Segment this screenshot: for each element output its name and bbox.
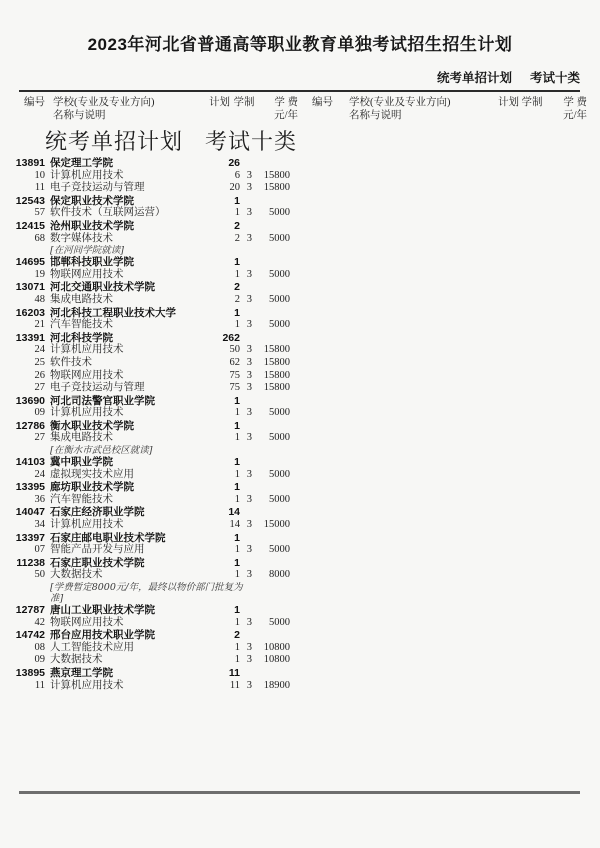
row-code: 13891: [15, 157, 45, 169]
major-row: [0, 182, 300, 195]
row-name: 石家庄邮电职业技术学院: [50, 531, 166, 544]
row-code: 26: [34, 369, 45, 381]
fee-value: [252, 307, 290, 320]
header-code: 编号: [312, 97, 333, 108]
plan-value: 1: [234, 569, 240, 581]
major-row: [0, 494, 300, 507]
years-value: 3: [246, 468, 252, 480]
major-row: [0, 319, 300, 332]
column-headers-right: [312, 97, 587, 122]
plan-type-right: 考试十类: [529, 71, 580, 85]
major-row: [0, 382, 300, 395]
school-row: [0, 557, 300, 570]
row-code: 13397: [15, 531, 45, 544]
plan-value: 1: [234, 456, 240, 469]
row-name: 冀中职业学院: [50, 456, 113, 469]
years-value: 3: [246, 319, 252, 331]
years-value: [240, 629, 252, 642]
years-value: [240, 532, 252, 545]
major-row: [0, 519, 300, 532]
major-row: [0, 617, 300, 630]
years-value: [240, 332, 252, 345]
row-code: 13395: [15, 481, 45, 494]
school-row: [0, 307, 300, 320]
fee-value: [252, 395, 290, 408]
plan-value: 1: [234, 407, 240, 419]
plan-value: 1: [234, 419, 240, 432]
years-value: [240, 307, 252, 320]
major-row: [0, 544, 300, 557]
plan-value: 2: [234, 219, 240, 232]
major-row: [0, 294, 300, 307]
row-name: 电子竞技运动与管理: [50, 182, 145, 194]
plan-value: 1: [234, 194, 240, 207]
years-value: [240, 481, 252, 494]
row-name: 河北科技学院: [50, 331, 113, 344]
major-row: [0, 170, 300, 183]
row-code: 13895: [15, 666, 45, 679]
years-value: 3: [246, 569, 252, 581]
header-school-line1: 学校(专业及专业方向): [53, 97, 155, 108]
note-row: [0, 245, 300, 256]
row-code: 11238: [16, 556, 45, 569]
row-code: 19: [34, 268, 45, 280]
row-code: 14047: [15, 506, 45, 519]
plan-value: 1: [234, 256, 240, 269]
fee-value: [252, 256, 290, 269]
plan-value: 26: [228, 157, 240, 169]
row-code: 10: [34, 169, 45, 181]
fee-value: 5000: [269, 616, 290, 628]
years-value: 3: [246, 268, 252, 280]
major-row: [0, 654, 300, 667]
row-code: 48: [34, 293, 45, 305]
row-code: 12787: [15, 604, 45, 616]
row-name: 衡水职业技术学院: [50, 419, 134, 432]
plan-value: 1: [234, 544, 240, 556]
years-value: 3: [246, 293, 252, 305]
major-row: [0, 432, 300, 445]
major-row: [0, 357, 300, 370]
page-footer-line: [19, 791, 580, 794]
plan-type-label: [437, 68, 580, 86]
major-row: [0, 680, 300, 693]
header-school: [334, 97, 491, 122]
row-code: 36: [34, 493, 45, 505]
fee-value: 18900: [263, 679, 290, 691]
row-name: 集成电路技术: [50, 293, 113, 305]
row-name: 廊坊职业技术学院: [50, 481, 134, 494]
years-value: 3: [246, 493, 252, 505]
fee-value: 5000: [269, 293, 290, 305]
row-code: 24: [34, 344, 45, 356]
row-name: 物联网应用技术: [50, 616, 124, 628]
row-code: 68: [34, 232, 45, 244]
years-value: 3: [246, 356, 252, 368]
row-name: 数字媒体技术: [50, 232, 113, 244]
school-row: [0, 420, 300, 433]
plan-value: 1: [234, 306, 240, 319]
row-name: 燕京理工学院: [50, 666, 113, 679]
major-row: [0, 569, 300, 582]
fee-value: [252, 157, 290, 170]
row-name: 大数据技术: [50, 569, 103, 581]
row-name: 保定职业技术学院: [50, 194, 134, 207]
fee-value: 15800: [263, 344, 290, 356]
years-value: 3: [246, 182, 252, 194]
header-fee-line1: 学 费: [563, 97, 587, 108]
row-code: 16203: [15, 306, 45, 319]
years-value: 3: [246, 679, 252, 691]
plan-value: 1: [234, 394, 240, 407]
major-row: [0, 269, 300, 282]
header-fee: [258, 97, 298, 122]
row-code: 12415: [15, 219, 45, 232]
plan-value: 1: [234, 207, 240, 219]
row-code: 09: [34, 407, 45, 419]
row-name: 沧州职业技术学院: [50, 219, 134, 232]
years-value: [240, 420, 252, 433]
years-value: [240, 557, 252, 570]
fee-value: [252, 506, 290, 519]
row-name: 石家庄经济职业学院: [50, 506, 145, 519]
note-indent: [0, 245, 45, 256]
fee-value: 10800: [263, 654, 290, 666]
header-school-line1: 学校(专业及专业方向): [349, 97, 451, 108]
years-value: 3: [246, 544, 252, 556]
plan-value: 20: [229, 182, 240, 194]
years-value: 3: [246, 369, 252, 381]
fee-value: [252, 332, 290, 345]
row-name: 大数据技术: [50, 654, 103, 666]
row-name: 汽车智能技术: [50, 493, 113, 505]
row-name: 软件技术（互联网运营）: [50, 207, 166, 219]
fee-value: 15800: [263, 369, 290, 381]
plan-value: 1: [234, 654, 240, 666]
row-name: 计算机应用技术: [50, 344, 124, 356]
years-value: [240, 157, 252, 170]
plan-value: 2: [234, 293, 240, 305]
header-code: 编号: [24, 97, 45, 108]
row-code: 08: [34, 641, 45, 653]
school-row: [0, 395, 300, 408]
years-value: [240, 395, 252, 408]
plan-value: 2: [234, 232, 240, 244]
row-code: 50: [34, 569, 45, 581]
row-name: 人工智能技术应用: [50, 641, 134, 653]
row-code: 14695: [15, 256, 45, 269]
row-name: 邢台应用技术职业学院: [50, 629, 155, 642]
row-code: 09: [34, 654, 45, 666]
school-row: [0, 604, 300, 617]
header-fee: [545, 97, 587, 122]
header-years: 学制: [233, 97, 255, 108]
row-code: 14742: [15, 629, 45, 642]
header-years: 学制: [521, 97, 543, 108]
header-fee-line1: 学 费: [274, 97, 298, 108]
years-value: 3: [246, 169, 252, 181]
section-heading: [45, 125, 297, 156]
plan-value: 75: [229, 382, 240, 394]
years-value: 3: [246, 519, 252, 531]
page-title: 2023年河北省普通高等职业教育单独考试招生招生计划: [87, 35, 513, 54]
note-row: [0, 582, 300, 604]
row-name: 河北科技工程职业技术大学: [50, 306, 176, 319]
years-value: 3: [246, 207, 252, 219]
plan-value: 14: [228, 506, 240, 519]
years-value: 3: [246, 407, 252, 419]
header-fee-line2: 元/年: [563, 109, 587, 121]
note-text: [学费暂定8000元/年，最终以物价部门批复为准]: [50, 582, 243, 604]
school-row: [0, 629, 300, 642]
fee-value: [252, 667, 290, 680]
school-row: [0, 332, 300, 345]
header-plan: 计划: [209, 97, 230, 108]
school-row: [0, 256, 300, 269]
years-value: 3: [246, 432, 252, 444]
row-name: 唐山工业职业技术学院: [50, 604, 155, 616]
row-code: 24: [34, 468, 45, 480]
row-code: 11: [34, 182, 45, 194]
fee-value: [252, 629, 290, 642]
fee-value: 5000: [269, 232, 290, 244]
row-name: 智能产品开发与应用: [50, 544, 145, 556]
row-name: 计算机应用技术: [50, 679, 124, 691]
fee-value: 15800: [263, 169, 290, 181]
note-text: [在衡水市武邑校区就读]: [50, 445, 153, 457]
section-heading-left: 统考单招计划: [45, 129, 184, 154]
plan-value: 1: [234, 432, 240, 444]
row-name: 石家庄职业技术学院: [50, 556, 145, 569]
plan-value: 1: [234, 481, 240, 494]
years-value: [240, 456, 252, 469]
school-row: [0, 506, 300, 519]
row-code: 21: [34, 319, 45, 331]
row-code: 27: [34, 382, 45, 394]
plan-value: 62: [229, 356, 240, 368]
fee-value: 5000: [269, 319, 290, 331]
years-value: 3: [246, 641, 252, 653]
fee-value: [252, 281, 290, 294]
years-value: [240, 281, 252, 294]
row-code: 25: [34, 356, 45, 368]
school-row: [0, 532, 300, 545]
fee-value: 5000: [269, 407, 290, 419]
header-school: [45, 97, 200, 122]
years-value: [240, 195, 252, 208]
school-row: [0, 456, 300, 469]
plan-value: 262: [222, 331, 240, 344]
row-code: 14103: [15, 456, 45, 469]
fee-value: [252, 532, 290, 545]
years-value: 3: [246, 232, 252, 244]
fee-value: [252, 557, 290, 570]
years-value: [240, 256, 252, 269]
row-code: 42: [34, 616, 45, 628]
plan-value: 1: [234, 604, 240, 616]
plan-value: 1: [234, 468, 240, 480]
school-row: [0, 281, 300, 294]
row-name: 河北交通职业技术学院: [50, 281, 155, 294]
fee-value: 5000: [269, 468, 290, 480]
major-row: [0, 344, 300, 357]
school-row: [0, 195, 300, 208]
fee-value: 8000: [269, 569, 290, 581]
table-body: [0, 157, 300, 692]
section-heading-right: 考试十类: [205, 129, 298, 154]
fee-value: 5000: [269, 544, 290, 556]
row-name: 邯郸科技职业学院: [50, 256, 134, 269]
row-name: 虚拟现实技术应用: [50, 468, 134, 480]
major-row: [0, 233, 300, 246]
fee-value: [252, 220, 290, 233]
row-code: 34: [34, 519, 45, 531]
fee-value: 5000: [269, 432, 290, 444]
school-row: [0, 157, 300, 170]
row-name: 软件技术: [50, 356, 92, 368]
row-name: 河北司法警官职业学院: [50, 394, 155, 407]
major-row: [0, 642, 300, 655]
column-headers-left: [0, 97, 298, 122]
plan-value: 2: [234, 281, 240, 294]
note-row: [0, 445, 300, 456]
plan-value: 11: [229, 679, 240, 691]
row-code: 13690: [15, 394, 45, 407]
school-row: [0, 481, 300, 494]
row-name: 物联网应用技术: [50, 268, 124, 280]
header-school-line2: 名称与说明: [53, 109, 106, 121]
header-school-line2: 名称与说明: [349, 109, 402, 121]
major-row: [0, 407, 300, 420]
plan-value: 1: [234, 531, 240, 544]
plan-value: 2: [234, 629, 240, 642]
row-code: 11: [34, 679, 45, 691]
plan-value: 1: [234, 268, 240, 280]
header-plan: 计划: [498, 97, 519, 108]
years-value: 3: [246, 616, 252, 628]
row-name: 物联网应用技术: [50, 369, 124, 381]
fee-value: [252, 420, 290, 433]
header-divider-line: [19, 90, 580, 92]
fee-value: 5000: [269, 493, 290, 505]
row-code: 07: [34, 544, 45, 556]
school-row: [0, 220, 300, 233]
row-code: 12543: [15, 194, 45, 207]
note-indent: [0, 445, 45, 456]
row-code: 13391: [15, 331, 45, 344]
fee-value: 10800: [263, 641, 290, 653]
row-code: 57: [34, 207, 45, 219]
major-row: [0, 469, 300, 482]
note-indent: [0, 582, 45, 604]
plan-value: 11: [228, 666, 240, 679]
years-value: [240, 604, 252, 617]
school-row: [0, 667, 300, 680]
plan-value: 1: [234, 493, 240, 505]
fee-value: 15800: [263, 382, 290, 394]
plan-value: 50: [229, 344, 240, 356]
note-text: [在河间学院就读]: [50, 245, 124, 257]
row-name: 计算机应用技术: [50, 519, 124, 531]
plan-value: 1: [234, 556, 240, 569]
plan-value: 1: [234, 641, 240, 653]
years-value: [240, 506, 252, 519]
row-name: 计算机应用技术: [50, 407, 124, 419]
fee-value: 15000: [263, 519, 290, 531]
fee-value: 5000: [269, 207, 290, 219]
row-code: 12786: [15, 419, 45, 432]
fee-value: [252, 481, 290, 494]
fee-value: [252, 195, 290, 208]
row-name: 集成电路技术: [50, 432, 113, 444]
row-name: 保定理工学院: [50, 157, 113, 169]
years-value: [240, 220, 252, 233]
plan-type-left: 统考单招计划: [436, 71, 512, 85]
row-name: 计算机应用技术: [50, 169, 124, 181]
row-code: 13071: [15, 281, 45, 294]
row-code: 27: [34, 432, 45, 444]
years-value: 3: [246, 382, 252, 394]
years-value: 3: [246, 344, 252, 356]
major-row: [0, 370, 300, 383]
years-value: [240, 667, 252, 680]
fee-value: [252, 604, 290, 617]
years-value: 3: [246, 654, 252, 666]
fee-value: 5000: [269, 268, 290, 280]
plan-value: 75: [229, 369, 240, 381]
plan-value: 1: [234, 319, 240, 331]
fee-value: [252, 456, 290, 469]
plan-value: 6: [234, 169, 240, 181]
plan-value: 14: [229, 519, 240, 531]
fee-value: 15800: [263, 356, 290, 368]
row-name: 汽车智能技术: [50, 319, 113, 331]
plan-value: 1: [234, 616, 240, 628]
major-row: [0, 207, 300, 220]
fee-value: 15800: [263, 182, 290, 194]
header-fee-line2: 元/年: [274, 109, 298, 121]
row-name: 电子竞技运动与管理: [50, 382, 145, 394]
